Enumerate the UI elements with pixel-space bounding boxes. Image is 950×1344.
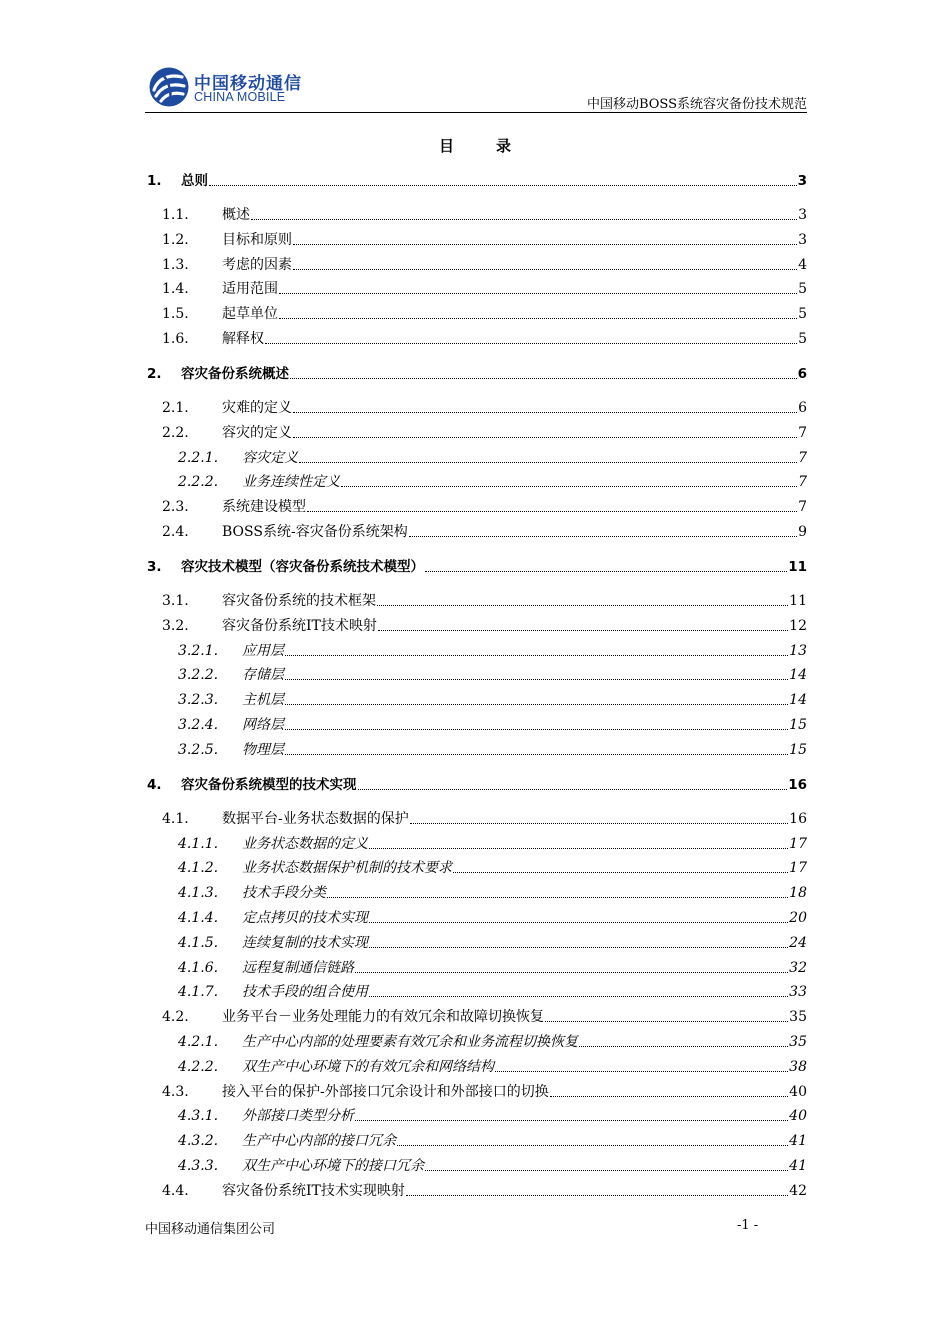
toc-entry-page: 17 bbox=[789, 835, 807, 852]
toc-entry[interactable] bbox=[145, 772, 807, 794]
toc-entry-number: 4.1.6. bbox=[178, 959, 219, 976]
toc-entry-number: 4.3.2. bbox=[178, 1133, 219, 1150]
toc-dot-leader bbox=[285, 753, 788, 755]
toc-entry-number: 4.3.1. bbox=[178, 1108, 219, 1125]
toc-entry-number: 2.2. bbox=[162, 424, 189, 441]
toc-entry[interactable] bbox=[145, 1153, 807, 1175]
toc-entry[interactable] bbox=[145, 930, 807, 952]
toc-entry-page: 11 bbox=[789, 593, 807, 609]
toc-entry-number: 4.1.7. bbox=[178, 984, 219, 1001]
toc-dot-leader bbox=[369, 995, 788, 997]
toc-entry-number: 1.6. bbox=[162, 331, 189, 347]
toc-entry-number: 2.2.1. bbox=[178, 449, 219, 466]
toc-entry[interactable] bbox=[145, 227, 807, 249]
toc-entry[interactable] bbox=[145, 880, 807, 902]
toc-entry-title: 定点拷贝的技术实现 bbox=[242, 910, 368, 926]
toc-entry-page: 41 bbox=[789, 1133, 807, 1150]
footer-company: 中国移动通信集团公司 bbox=[145, 1222, 276, 1237]
toc-entry-page: 40 bbox=[789, 1083, 807, 1100]
toc-entry-title: 外部接口类型分析 bbox=[242, 1108, 354, 1125]
toc-entry-title: 容灾备份系统模型的技术实现 bbox=[181, 776, 357, 793]
toc-entry-page: 18 bbox=[789, 885, 807, 902]
logo-english-text: CHINA MOBILE bbox=[194, 90, 286, 104]
toc-dot-leader bbox=[285, 703, 788, 705]
toc-entry[interactable] bbox=[145, 687, 807, 709]
toc-dot-leader bbox=[355, 1119, 788, 1121]
toc-entry-title: 业务平台－业务处理能力的有效冗余和故障切换恢复 bbox=[222, 1009, 544, 1026]
document-header-title: 中国移动BOSS系统容灾备份技术规范 bbox=[586, 97, 807, 112]
toc-entry[interactable] bbox=[145, 326, 807, 348]
toc-entry-number: 1.4. bbox=[162, 281, 189, 298]
toc-entry-title: 系统建设模型 bbox=[222, 499, 306, 516]
toc-entry-title: 解释权 bbox=[222, 331, 264, 347]
toc-entry-page: 11 bbox=[788, 559, 807, 575]
toc-entry-number: 2.4. bbox=[162, 524, 189, 540]
toc-entry[interactable] bbox=[145, 855, 807, 877]
toc-dot-leader bbox=[327, 896, 788, 898]
toc-entry[interactable] bbox=[145, 1029, 807, 1051]
logo-chinese-text: 中国移动通信 bbox=[194, 74, 302, 94]
toc-entry-number: 4.4. bbox=[162, 1182, 189, 1199]
toc-entry-title: 容灾备份系统概述 bbox=[181, 366, 289, 382]
toc-dot-leader bbox=[251, 218, 797, 220]
toc-entry-title: 双生产中心环境下的接口冗余 bbox=[242, 1158, 424, 1174]
toc-dot-leader bbox=[425, 1169, 788, 1171]
toc-entry-page: 38 bbox=[789, 1058, 807, 1075]
toc-entry-number: 4.1.3. bbox=[178, 885, 219, 902]
toc-entry-number: 2.2.2. bbox=[178, 474, 219, 491]
toc-entry[interactable] bbox=[145, 613, 807, 635]
toc-entry[interactable] bbox=[145, 395, 807, 417]
toc-entry-title: 业务状态数据的定义 bbox=[242, 835, 368, 852]
toc-entry[interactable] bbox=[145, 955, 807, 977]
toc-entry-page: 17 bbox=[789, 860, 807, 877]
toc-entry-page: 15 bbox=[789, 741, 807, 758]
toc-entry-number: 3. bbox=[147, 559, 162, 575]
toc-entry-title: 容灾的定义 bbox=[222, 424, 292, 441]
toc-entry-number: 3.2.2. bbox=[178, 667, 219, 684]
toc-entry-title: 容灾备份系统IT技术映射 bbox=[222, 617, 377, 634]
toc-entry[interactable] bbox=[145, 737, 807, 759]
toc-dot-leader bbox=[406, 1194, 788, 1196]
toc-entry-number: 4.1.4. bbox=[178, 910, 219, 926]
toc-entry-number: 4.1. bbox=[162, 810, 189, 827]
toc-entry[interactable] bbox=[145, 806, 807, 828]
toc-dot-leader bbox=[550, 1095, 788, 1097]
toc-entry-title: 技术手段的组合使用 bbox=[242, 984, 368, 1001]
toc-entry-page: 13 bbox=[789, 642, 807, 659]
toc-entry-number: 3.2.3. bbox=[178, 692, 219, 709]
toc-entry-page: 5 bbox=[798, 281, 807, 298]
toc-entry-title: 业务状态数据保护机制的技术要求 bbox=[242, 860, 452, 877]
toc-entry-title: 技术手段分类 bbox=[242, 885, 326, 902]
toc-entry[interactable] bbox=[145, 831, 807, 853]
toc-entry[interactable] bbox=[145, 445, 807, 467]
toc-entry-page: 3 bbox=[797, 173, 807, 189]
toc-entry-number: 3.2.5. bbox=[178, 741, 219, 758]
toc-dot-leader bbox=[307, 510, 797, 512]
toc-entry[interactable] bbox=[145, 276, 807, 298]
toc-entry-number: 1.3. bbox=[162, 256, 189, 273]
toc-entry[interactable] bbox=[145, 494, 807, 516]
toc-dot-leader bbox=[265, 342, 797, 344]
toc-entry[interactable] bbox=[145, 1079, 807, 1101]
toc-dot-leader bbox=[378, 629, 788, 631]
toc-entry-number: 4.1.1. bbox=[178, 835, 219, 852]
toc-entry[interactable] bbox=[145, 301, 807, 323]
toc-entry-title: 总则 bbox=[181, 173, 208, 189]
toc-entry-title: 容灾技术模型（容灾备份系统技术模型） bbox=[181, 559, 424, 575]
toc-entry[interactable] bbox=[145, 1103, 807, 1125]
toc-entry-title: 应用层 bbox=[242, 642, 284, 659]
toc-entry-number: 4.1.5. bbox=[178, 934, 219, 951]
toc-entry[interactable] bbox=[145, 469, 807, 491]
toc-dot-leader bbox=[453, 871, 788, 873]
toc-entry-title: 容灾定义 bbox=[242, 449, 298, 466]
toc-entry-page: 3 bbox=[798, 207, 807, 223]
toc-entry[interactable] bbox=[145, 1128, 807, 1150]
toc-entry[interactable] bbox=[145, 979, 807, 1001]
toc-entry-number: 3.2. bbox=[162, 617, 189, 634]
toc-entry-number: 1.2. bbox=[162, 231, 189, 248]
toc-entry-number: 2.1. bbox=[162, 400, 189, 416]
toc-entry[interactable] bbox=[145, 252, 807, 274]
toc-dot-leader bbox=[285, 728, 788, 730]
toc-entry[interactable] bbox=[145, 905, 807, 927]
toc-dot-leader bbox=[299, 461, 797, 463]
toc-entry-page: 14 bbox=[789, 692, 807, 709]
toc-entry-title: 容灾备份系统的技术框架 bbox=[222, 593, 376, 609]
toc-entry[interactable] bbox=[145, 1054, 807, 1076]
toc-entry-number: 2.3. bbox=[162, 499, 189, 516]
toc-dot-leader bbox=[397, 1144, 788, 1146]
toc-dot-leader bbox=[279, 292, 797, 294]
toc-entry-title: 生产中心内部的处理要素有效冗余和业务流程切换恢复 bbox=[242, 1034, 578, 1050]
toc-entry-title: BOSS系统-容灾备份系统架构 bbox=[222, 524, 408, 540]
toc-entry-page: 20 bbox=[789, 910, 807, 926]
toc-entry[interactable] bbox=[145, 554, 807, 576]
toc-entry-title: 网络层 bbox=[242, 717, 284, 733]
toc-entry-page: 7 bbox=[798, 424, 807, 441]
toc-entry-page: 14 bbox=[789, 667, 807, 684]
toc-entry-title: 连续复制的技术实现 bbox=[242, 934, 368, 951]
toc-entry[interactable] bbox=[145, 202, 807, 224]
toc-dot-leader bbox=[355, 971, 788, 973]
footer-page-number: -1 - bbox=[737, 1218, 759, 1233]
toc-entry-title: 适用范围 bbox=[222, 281, 278, 298]
toc-entry-page: 40 bbox=[789, 1108, 807, 1125]
toc-entry-title: 生产中心内部的接口冗余 bbox=[242, 1133, 396, 1150]
toc-entry-number: 4.3.3. bbox=[178, 1158, 219, 1174]
toc-entry-title: 存储层 bbox=[242, 667, 284, 684]
toc-entry-page: 41 bbox=[789, 1158, 807, 1174]
toc-entry-number: 4.2.2. bbox=[178, 1058, 219, 1075]
toc-entry-number: 3.2.4. bbox=[178, 717, 219, 733]
toc-entry-page: 9 bbox=[798, 524, 807, 540]
toc-entry[interactable] bbox=[145, 1178, 807, 1200]
toc-dot-leader bbox=[341, 485, 797, 487]
toc-dot-leader bbox=[293, 411, 797, 413]
toc-entry[interactable] bbox=[145, 662, 807, 684]
toc-entry-title: 容灾备份系统IT技术实现映射 bbox=[222, 1182, 405, 1199]
toc-entry-page: 33 bbox=[789, 984, 807, 1001]
china-mobile-logo bbox=[148, 66, 318, 110]
toc-entry[interactable] bbox=[145, 712, 807, 734]
toc-entry[interactable] bbox=[145, 361, 807, 383]
toc-dot-leader bbox=[495, 1070, 788, 1072]
toc-entry-page: 6 bbox=[797, 366, 807, 382]
china-mobile-emblem-icon bbox=[148, 66, 190, 108]
header-divider bbox=[145, 112, 807, 113]
toc-dot-leader bbox=[409, 535, 797, 537]
toc-dot-leader bbox=[369, 847, 788, 849]
toc-entry-page: 6 bbox=[798, 400, 807, 416]
toc-entry-page: 42 bbox=[789, 1182, 807, 1199]
toc-dot-leader bbox=[279, 317, 797, 319]
toc-entry-title: 起草单位 bbox=[222, 306, 278, 323]
toc-dot-leader bbox=[293, 243, 797, 245]
toc-dot-leader bbox=[285, 654, 788, 656]
toc-entry[interactable] bbox=[145, 420, 807, 442]
toc-dot-leader bbox=[290, 377, 797, 379]
toc-dot-leader bbox=[293, 436, 797, 438]
toc-entry-page: 16 bbox=[788, 776, 807, 793]
toc-dot-leader bbox=[369, 946, 788, 948]
toc-entry-page: 12 bbox=[789, 617, 807, 634]
toc-entry-page: 15 bbox=[789, 717, 807, 733]
toc-entry-page: 7 bbox=[798, 499, 807, 516]
toc-entry-title: 主机层 bbox=[242, 692, 284, 709]
toc-dot-leader bbox=[377, 604, 788, 606]
toc-entry-number: 4.3. bbox=[162, 1083, 189, 1100]
toc-entry-number: 4.2. bbox=[162, 1009, 189, 1026]
toc-entry-title: 考虑的因素 bbox=[222, 256, 292, 273]
toc-dot-leader bbox=[293, 268, 797, 270]
toc-entry-number: 3.1. bbox=[162, 593, 189, 609]
toc-title-right: 录 bbox=[496, 137, 512, 155]
toc-entry[interactable] bbox=[145, 168, 807, 190]
toc-entry[interactable] bbox=[145, 638, 807, 660]
toc-entry-number: 3.2.1. bbox=[178, 642, 219, 659]
toc-entry-title: 接入平台的保护-外部接口冗余设计和外部接口的切换 bbox=[222, 1083, 549, 1100]
toc-entry-title: 数据平台-业务状态数据的保护 bbox=[222, 810, 409, 827]
toc-entry-title: 业务连续性定义 bbox=[242, 474, 340, 491]
toc-dot-leader bbox=[425, 570, 787, 572]
toc-entry-number: 1. bbox=[147, 173, 162, 189]
toc-dot-leader bbox=[410, 822, 788, 824]
toc-entry-page: 24 bbox=[789, 934, 807, 951]
toc-entry-title: 双生产中心环境下的有效冗余和网络结构 bbox=[242, 1058, 494, 1075]
toc-entry-number: 4. bbox=[147, 776, 162, 793]
toc-dot-leader bbox=[209, 184, 797, 186]
toc-dot-leader bbox=[579, 1045, 788, 1047]
toc-entry-title: 物理层 bbox=[242, 741, 284, 758]
toc-entry[interactable] bbox=[145, 1004, 807, 1026]
toc-entry-title: 概述 bbox=[222, 207, 250, 223]
toc-entry-title: 目标和原则 bbox=[222, 231, 292, 248]
toc-entry-number: 2. bbox=[147, 366, 162, 382]
toc-entry-page: 7 bbox=[798, 474, 807, 491]
toc-entry-number: 1.1. bbox=[162, 207, 189, 223]
toc-entry-number: 4.1.2. bbox=[178, 860, 219, 877]
toc-dot-leader bbox=[369, 921, 788, 923]
toc-entry-title: 灾难的定义 bbox=[222, 400, 292, 416]
toc-dot-leader bbox=[545, 1020, 788, 1022]
toc-entry-page: 5 bbox=[798, 306, 807, 323]
toc-entry-page: 4 bbox=[798, 256, 807, 273]
toc-title-left: 目 bbox=[438, 137, 454, 155]
toc-entry[interactable] bbox=[145, 588, 807, 610]
toc-title bbox=[0, 135, 950, 156]
toc-dot-leader bbox=[285, 678, 788, 680]
toc-entry-page: 35 bbox=[789, 1034, 807, 1050]
toc-entry-page: 5 bbox=[798, 331, 807, 347]
toc-dot-leader bbox=[358, 788, 788, 790]
toc-entry-page: 16 bbox=[789, 810, 807, 827]
toc-entry-page: 32 bbox=[789, 959, 807, 976]
toc-entry-number: 1.5. bbox=[162, 306, 189, 323]
toc-entry-page: 35 bbox=[789, 1009, 807, 1026]
toc-entry-title: 远程复制通信链路 bbox=[242, 959, 354, 976]
toc-entry-page: 7 bbox=[798, 449, 807, 466]
toc-entry-page: 3 bbox=[798, 231, 807, 248]
toc-entry[interactable] bbox=[145, 519, 807, 541]
toc-entry-number: 4.2.1. bbox=[178, 1034, 219, 1050]
